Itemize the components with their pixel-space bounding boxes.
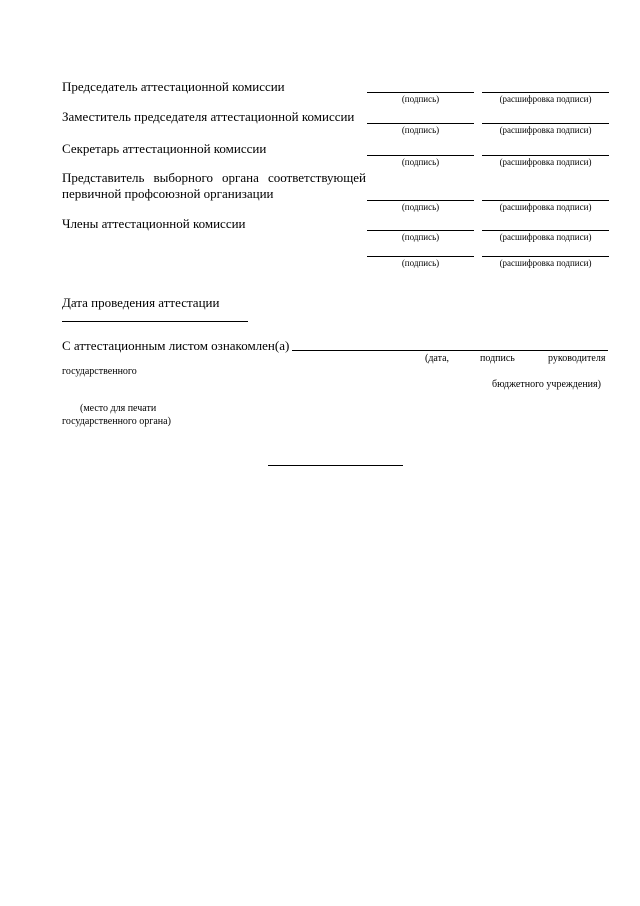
deputy-signature-caption: (подпись)	[401, 125, 440, 135]
acquainted-caption-line3: бюджетного учреждения)	[492, 379, 601, 390]
member2-decoding-caption: (расшифровка подписи)	[499, 258, 592, 268]
acquainted-line	[292, 350, 608, 351]
attestation-date-label: Дата проведения аттестации	[62, 295, 220, 310]
member1-signature-line	[367, 230, 474, 231]
member2-signature-caption: (подпись)	[401, 258, 440, 268]
chairman-signature-caption: (подпись)	[401, 94, 440, 104]
members-label: Члены аттестационной комиссии	[62, 216, 246, 231]
secretary-decoding-caption: (расшифровка подписи)	[499, 157, 592, 167]
closing-separator-line	[268, 465, 403, 466]
chairman-decoding-caption: (расшифровка подписи)	[499, 94, 592, 104]
deputy-chairman-label: Заместитель председателя аттестационной комиссии	[62, 109, 355, 124]
acquainted-caption-head: руководителя	[548, 353, 606, 364]
union-representative-label-line2: первичной профсоюзной организации	[62, 186, 274, 201]
chairman-signature-line	[367, 92, 474, 93]
acquainted-label: С аттестационным листом ознакомлен(а)	[62, 338, 290, 353]
member1-signature-caption: (подпись)	[401, 232, 440, 242]
member1-decoding-caption: (расшифровка подписи)	[499, 232, 592, 242]
secretary-signature-caption: (подпись)	[401, 157, 440, 167]
union-decoding-caption: (расшифровка подписи)	[499, 202, 592, 212]
deputy-decoding-line	[482, 123, 609, 124]
member2-decoding-line	[482, 256, 609, 257]
secretary-signature-line	[367, 155, 474, 156]
stamp-place-line2: государственного органа)	[62, 416, 171, 427]
acquainted-caption-line2: государственного	[62, 366, 137, 377]
union-representative-label-line1: Представитель выборного органа соответствующей	[62, 170, 366, 185]
union-signature-caption: (подпись)	[401, 202, 440, 212]
member2-signature-line	[367, 256, 474, 257]
acquainted-caption-sign: подпись	[480, 353, 515, 364]
stamp-place-line1: (место для печати	[80, 403, 157, 414]
deputy-decoding-caption: (расшифровка подписи)	[499, 125, 592, 135]
union-signature-line	[367, 200, 474, 201]
deputy-signature-line	[367, 123, 474, 124]
secretary-decoding-line	[482, 155, 609, 156]
chairman-decoding-line	[482, 92, 609, 93]
member1-decoding-line	[482, 230, 609, 231]
secretary-label: Секретарь аттестационной комиссии	[62, 141, 267, 156]
acquainted-caption-date: (дата,	[425, 353, 450, 364]
attestation-date-line	[62, 321, 248, 322]
chairman-label: Председатель аттестационной комиссии	[62, 79, 285, 94]
union-decoding-line	[482, 200, 609, 201]
